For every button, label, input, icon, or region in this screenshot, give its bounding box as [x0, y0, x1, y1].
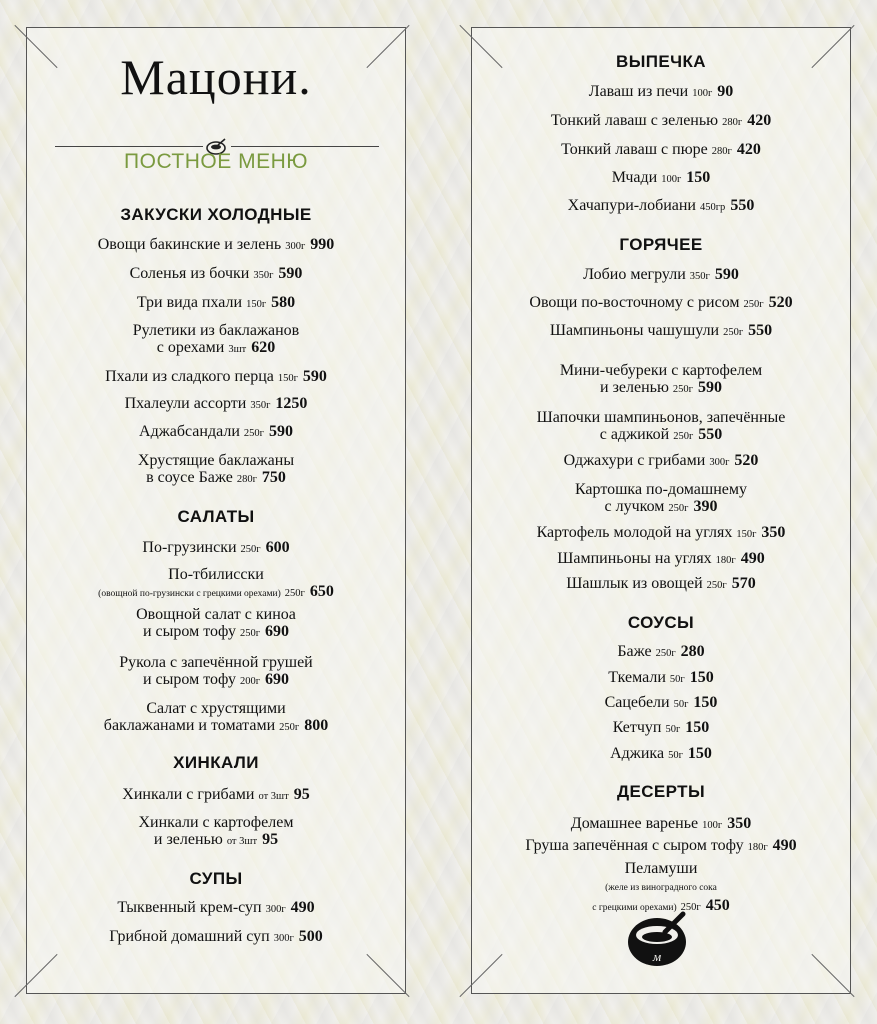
item-price: 690: [265, 671, 290, 688]
item-name-cont: и сыром тофу: [142, 671, 236, 688]
item-price: 150: [687, 745, 712, 762]
item-price: 350: [727, 815, 752, 832]
item-weight: 250г: [680, 902, 701, 913]
item-price: 280: [680, 643, 705, 660]
item-price: 990: [310, 236, 335, 253]
mugs-logo-icon: [625, 908, 697, 970]
menu-item: [472, 860, 850, 917]
restaurant-name: Мацони.: [120, 49, 312, 105]
item-weight: 300г: [273, 933, 294, 944]
item-price: 590: [268, 423, 293, 440]
item-weight: 250г: [673, 431, 694, 442]
section-heading: ЗАКУСКИ ХОЛОДНЫЕ: [120, 205, 312, 224]
menu-item: [472, 524, 850, 543]
item-name: Три вида пхали: [136, 294, 243, 311]
item-name: Рулетики из баклажанов: [132, 322, 300, 339]
menu-item: [27, 265, 405, 284]
item-name: Мини-чебуреки с картофелем: [559, 362, 763, 379]
menu-item: [472, 837, 850, 856]
menu-item: [472, 815, 850, 834]
menu-item: [27, 395, 405, 414]
menu-item: [27, 928, 405, 947]
item-name: Баже: [617, 643, 652, 660]
item-weight: от 3шт: [258, 791, 289, 802]
menu-item: [472, 669, 850, 688]
menu-item: [472, 266, 850, 285]
item-price: 490: [740, 550, 765, 567]
item-weight: 300г: [285, 241, 306, 252]
item-weight: 250г: [240, 544, 261, 555]
item-weight: 250г: [668, 503, 689, 514]
item-price: 95: [262, 831, 279, 848]
menu-item: [27, 236, 405, 255]
menu-item: [472, 83, 850, 102]
item-name: Овощи по-восточному с рисом: [529, 294, 740, 311]
item-name: Сацебели: [604, 694, 670, 711]
left-menu-page: [26, 27, 406, 994]
item-name: Мчади: [611, 169, 658, 186]
item-name-cont: с лучком: [604, 498, 665, 515]
section-heading: ДЕСЕРТЫ: [616, 782, 705, 801]
item-weight: 150г: [246, 299, 267, 310]
item-name: Лобио мегрули: [583, 266, 686, 283]
menu-item: [472, 197, 850, 216]
item-weight: 50г: [673, 699, 689, 710]
item-price: 350: [761, 524, 786, 541]
item-price: 620: [251, 339, 276, 356]
item-weight: 250г: [239, 628, 261, 639]
item-weight: 250г: [279, 722, 300, 733]
item-name: Хрустящие баклажаны: [137, 452, 295, 469]
item-weight: 300г: [709, 457, 730, 468]
item-name: Соленья из бочки: [129, 265, 250, 282]
item-name: Шапочки шампиньонов, запечённые: [536, 409, 786, 426]
item-weight: 250г: [655, 648, 676, 659]
menu-item: [472, 481, 850, 517]
item-price: 600: [265, 539, 290, 556]
item-name: Лаваш из печи: [588, 83, 689, 100]
item-weight: 100г: [692, 88, 713, 99]
menu-item: [27, 539, 405, 558]
item-weight: 50г: [665, 724, 681, 735]
menu-item: [27, 654, 405, 690]
item-price: 570: [731, 575, 756, 592]
item-name: Хачапури-лобиани: [567, 197, 696, 214]
item-name: Шампиньоны на углях: [557, 550, 712, 567]
item-price: 550: [698, 426, 723, 443]
item-weight: 50г: [668, 750, 683, 761]
item-weight: 280г: [722, 117, 743, 128]
menu-item: [472, 322, 850, 341]
menu-item: [472, 745, 850, 764]
item-name: Картофель молодой на углях: [536, 524, 733, 541]
item-weight: 350г: [689, 271, 710, 282]
section-heading: СУПЫ: [189, 869, 243, 888]
item-price: 1250: [275, 395, 308, 412]
item-name: Салат с хрустящими: [146, 700, 286, 717]
menu-item: [472, 294, 850, 313]
menu-item: [27, 899, 405, 918]
item-name: Оджахури с грибами: [563, 452, 706, 469]
menu-item: [472, 550, 850, 569]
section-heading: ВЫПЕЧКА: [616, 52, 706, 71]
menu-item: [472, 575, 850, 594]
item-note: (овощной по-грузински с грецкими орехами): [98, 589, 281, 599]
item-name: Шашлык из овощей: [566, 575, 703, 592]
menu-item: [27, 368, 405, 387]
item-price: 580: [271, 294, 296, 311]
item-weight: 280г: [711, 146, 732, 157]
item-price: 150: [693, 694, 718, 711]
item-weight: 250г: [243, 428, 264, 439]
divider-left: [55, 146, 203, 147]
item-weight: 250г: [743, 299, 764, 310]
item-price: 390: [693, 498, 718, 515]
section-heading: САЛАТЫ: [177, 507, 255, 526]
item-weight: от 3шт: [226, 836, 258, 847]
item-name: Ткемали: [608, 669, 666, 686]
item-price: 150: [685, 719, 710, 736]
item-price: 90: [717, 83, 734, 100]
menu-item: [472, 141, 850, 160]
menu-item: [27, 814, 405, 850]
menu-item: [472, 694, 850, 713]
item-name-cont: и сыром тофу: [142, 623, 236, 640]
item-price: 420: [747, 112, 772, 129]
item-price: 500: [298, 928, 323, 945]
item-note-cont: с грецкими орехами): [592, 903, 677, 913]
item-name: Пхали из сладкого перца: [105, 368, 274, 385]
item-note: (желе из виноградного сока: [605, 883, 717, 893]
item-price: 450: [705, 897, 730, 914]
item-price: 750: [261, 469, 286, 486]
item-weight: 100г: [661, 174, 682, 185]
item-name: Тонкий лаваш с пюре: [561, 141, 708, 158]
item-weight: 250г: [723, 327, 744, 338]
logo-letter: м: [652, 949, 662, 964]
item-name: Овощи бакинские и зелень: [97, 236, 282, 253]
section-heading: ГОРЯЧЕЕ: [619, 235, 703, 254]
item-weight: 3шт: [228, 344, 247, 355]
right-menu-page: [471, 27, 851, 994]
menu-item: [27, 606, 405, 642]
item-name-cont: в соусе Баже: [146, 469, 233, 486]
item-price: 690: [265, 623, 290, 640]
item-weight: 250г: [706, 580, 727, 591]
item-weight: 180г: [715, 555, 736, 566]
item-price: 590: [697, 379, 722, 396]
menu-subtitle: ПОСТНОЕ МЕНЮ: [124, 150, 308, 173]
item-name: Груша запечённая с сыром тофу: [525, 837, 744, 854]
item-price: 550: [730, 197, 755, 214]
item-price: 150: [689, 669, 714, 686]
menu-item: [27, 322, 405, 358]
item-name-cont: с аджикой: [599, 426, 670, 443]
item-name: Грибной домашний суп: [109, 928, 270, 945]
item-weight: 250г: [284, 588, 305, 599]
menu-item: [472, 452, 850, 471]
item-name: Тыквенный крем-суп: [117, 899, 262, 916]
item-name: Пхалеули ассорти: [124, 395, 247, 412]
item-name: Хинкали с картофелем: [138, 814, 294, 831]
item-price: 150: [686, 169, 711, 186]
item-price: 550: [748, 322, 773, 339]
item-weight: 450гр: [700, 202, 726, 213]
item-price: 420: [736, 141, 761, 158]
item-name: По-тбилисски: [168, 566, 264, 583]
item-weight: 150г: [277, 373, 298, 384]
menu-item: [472, 643, 850, 662]
item-price: 590: [714, 266, 739, 283]
item-price: 650: [309, 583, 334, 600]
item-name: Хинкали с грибами: [122, 786, 255, 803]
item-name: Тонкий лаваш с зеленью: [550, 112, 719, 129]
item-price: 95: [293, 786, 310, 803]
item-name: Картошка по-домашнему: [574, 481, 748, 498]
menu-item: [27, 423, 405, 442]
item-name: Рукола с запечённой грушей: [119, 654, 313, 671]
item-name: Шампиньоны чашушули: [549, 322, 720, 339]
item-name: Пеламуши: [624, 860, 698, 877]
item-price: 590: [278, 265, 303, 282]
item-weight: 350г: [250, 400, 271, 411]
item-price: 490: [290, 899, 315, 916]
item-price: 520: [768, 294, 793, 311]
item-weight: 50г: [669, 674, 685, 685]
item-weight: 200г: [239, 676, 261, 687]
item-name: Домашнее варенье: [570, 815, 699, 832]
menu-item: [472, 169, 850, 188]
item-name: Овощной салат с киноа: [136, 606, 296, 623]
section-heading: ХИНКАЛИ: [173, 753, 259, 772]
item-name: Аджика: [610, 745, 665, 762]
item-price: 800: [304, 717, 329, 734]
menu-item: [472, 362, 850, 398]
item-weight: 300г: [265, 904, 286, 915]
menu-item: [27, 700, 405, 736]
item-name-cont: с орехами: [156, 339, 225, 356]
item-weight: 180г: [747, 842, 768, 853]
menu-item: [27, 786, 405, 805]
item-weight: 250г: [672, 384, 693, 395]
item-weight: 350г: [253, 270, 274, 281]
menu-item: [27, 294, 405, 313]
item-name: По-грузински: [142, 539, 237, 556]
item-name-cont: и зеленью: [600, 379, 669, 396]
item-price: 520: [734, 452, 759, 469]
item-weight: 280г: [236, 474, 257, 485]
item-weight: 150г: [736, 529, 757, 540]
item-price: 490: [772, 837, 797, 854]
item-name-cont: и зеленью: [153, 831, 223, 848]
item-name: Кетчуп: [612, 719, 662, 736]
menu-item: [472, 112, 850, 131]
item-price: 590: [302, 368, 327, 385]
item-name-cont: баклажанами и томатами: [103, 717, 276, 734]
menu-item: [27, 452, 405, 488]
menu-item: [472, 719, 850, 738]
menu-item: [27, 566, 405, 603]
menu-item: [472, 409, 850, 445]
item-weight: 100г: [702, 820, 723, 831]
divider-right: [231, 146, 379, 147]
section-heading: СОУСЫ: [627, 613, 695, 632]
item-name: Аджабсандали: [139, 423, 240, 440]
